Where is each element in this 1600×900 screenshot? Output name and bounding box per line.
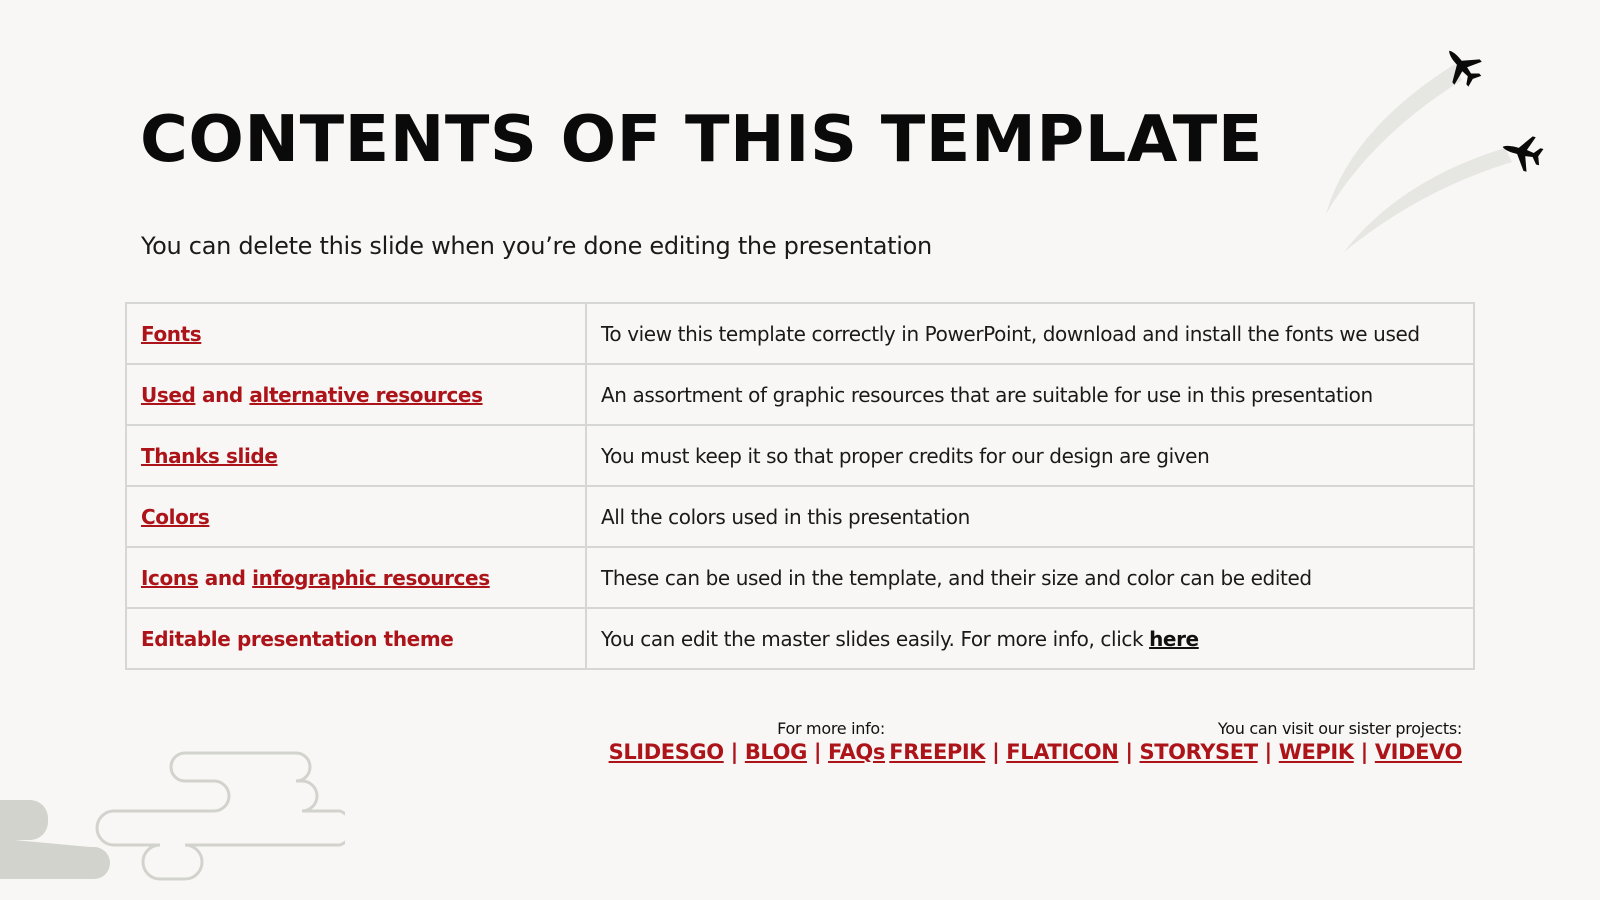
contrail-2: [1344, 148, 1512, 252]
topic-cell: [126, 364, 586, 425]
table-row: [126, 303, 1474, 364]
table-row: [126, 486, 1474, 547]
thanks-slide-link[interactable]: Thanks slide: [141, 443, 278, 468]
here-link[interactable]: here: [1149, 626, 1199, 651]
videvo-link[interactable]: VIDEVO: [1374, 740, 1462, 764]
description-cell: To view this template correctly in PowerPoint, download and install the fonts we used: [586, 303, 1474, 364]
solid-cloud-top: [0, 800, 48, 840]
footer-sister-links: [889, 740, 1462, 764]
table-row: [126, 608, 1474, 669]
footer-info-links: [609, 740, 885, 764]
topic-conjunction: and: [195, 382, 250, 407]
jets-decoration: [1310, 30, 1600, 270]
contrail-1: [1326, 64, 1462, 214]
flaticon-link[interactable]: FLATICON: [1006, 740, 1119, 764]
footer-info-label: For more info:: [777, 719, 885, 738]
table-row: [126, 425, 1474, 486]
alternative-resources-link[interactable]: alternative resources: [249, 382, 483, 407]
slidesgo-link[interactable]: SLIDESGO: [608, 740, 724, 764]
table-row: [126, 364, 1474, 425]
icons-link[interactable]: Icons: [141, 565, 199, 590]
page-subtitle: You can delete this slide when you’re done editing the presentation: [141, 232, 932, 260]
topic-cell: [126, 425, 586, 486]
blog-link[interactable]: BLOG: [744, 740, 807, 764]
wepik-link[interactable]: WEPIK: [1278, 740, 1354, 764]
topic-conjunction: and: [198, 565, 253, 590]
topic-cell: [126, 547, 586, 608]
link-separator: |: [723, 740, 745, 764]
faqs-link[interactable]: FAQs: [828, 740, 885, 764]
footer-sister-projects: [889, 719, 1462, 764]
description-cell: You must keep it so that proper credits for our design are given: [586, 425, 1474, 486]
fonts-link[interactable]: Fonts: [141, 321, 202, 346]
outline-cloud: [97, 753, 345, 879]
freepik-link[interactable]: FREEPIK: [889, 740, 986, 764]
link-separator: |: [1118, 740, 1140, 764]
footer-sister-label: You can visit our sister projects:: [1217, 719, 1462, 738]
description-text: You can edit the master slides easily. For more info, click: [601, 626, 1150, 651]
link-separator: |: [806, 740, 829, 764]
used-resources-link[interactable]: Used: [141, 382, 196, 407]
description-cell: An assortment of graphic resources that are suitable for use in this presentation: [586, 364, 1474, 425]
description-cell: These can be used in the template, and their size and color can be edited: [586, 547, 1474, 608]
cloud-decoration: [0, 745, 345, 885]
contents-table: [125, 302, 1475, 670]
description-cell: All the colors used in this presentation: [586, 486, 1474, 547]
page-title: CONTENTS OF THIS TEMPLATE: [140, 103, 1263, 177]
link-separator: |: [1353, 740, 1375, 764]
solid-cloud-bottom: [0, 847, 110, 879]
topic-cell: [126, 303, 586, 364]
colors-link[interactable]: Colors: [141, 504, 210, 529]
description-cell: [586, 608, 1474, 669]
table-row: [126, 547, 1474, 608]
topic-cell: Editable presentation theme: [126, 608, 586, 669]
infographic-resources-link[interactable]: infographic resources: [252, 565, 490, 590]
link-separator: |: [1257, 740, 1279, 764]
storyset-link[interactable]: STORYSET: [1139, 740, 1258, 764]
footer-info: [609, 719, 885, 764]
link-separator: |: [985, 740, 1007, 764]
topic-cell: [126, 486, 586, 547]
